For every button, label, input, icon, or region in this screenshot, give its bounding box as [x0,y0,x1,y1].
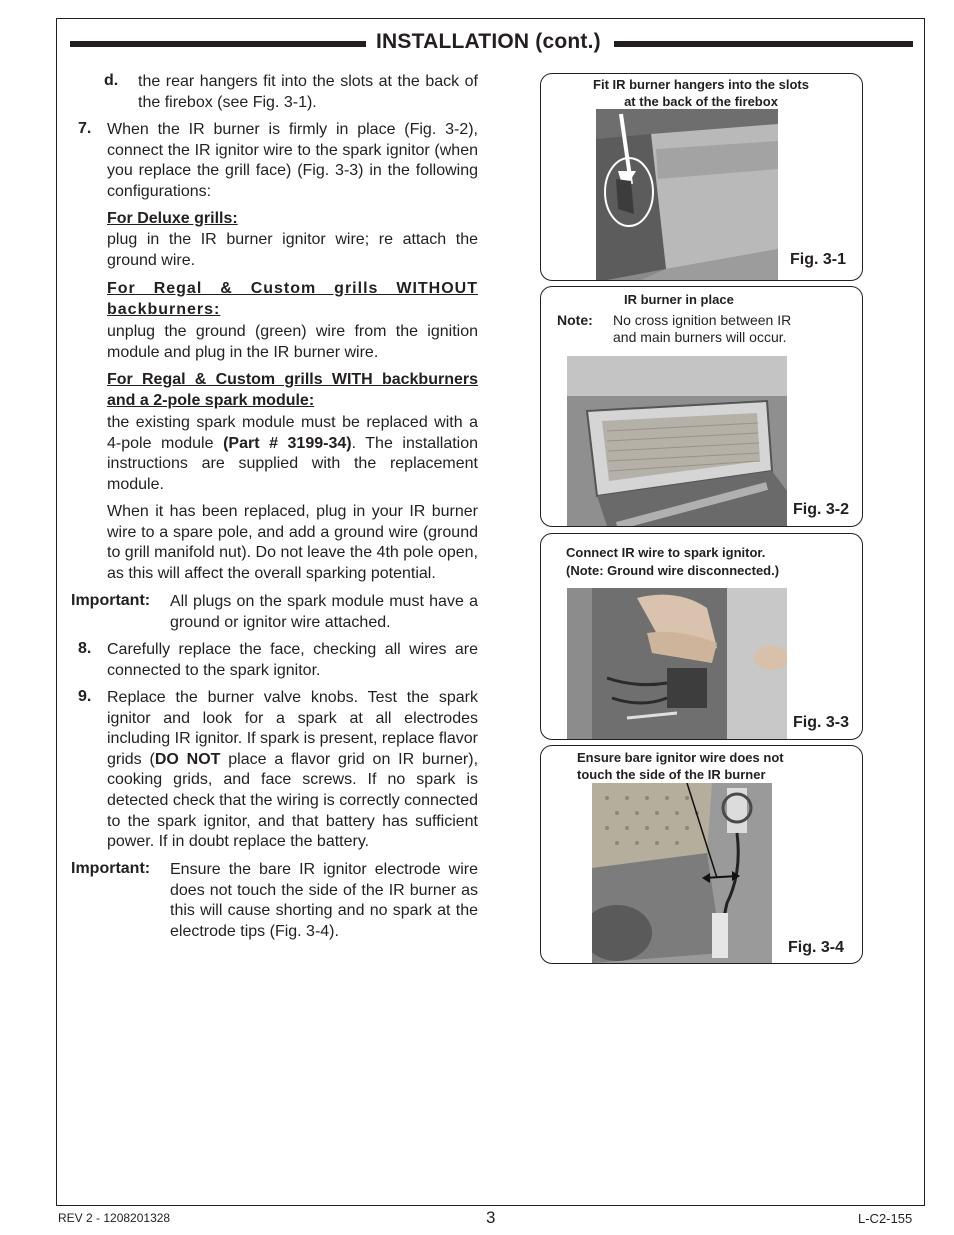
regal-with-text: the existing spark module must be replaced with a 4-pole module (Part # 3199-34). The installation instructions are supplied with the replacement module. [107,414,479,493]
fig2-note-line1: No cross ignition between IR [613,312,792,328]
step-d-text: the rear hangers fit into the slots at the back of the firebox (see Fig. 3-1). [138,73,478,111]
fig4-caption-line1: Ensure bare ignitor wire does not [577,750,784,765]
regal-without-heading: For Regal & Custom grills WITHOUT backburners: [107,280,478,318]
footer-page-number: 3 [486,1208,496,1227]
step-d-label: d. [104,72,119,89]
fig1-caption-line1: Fit IR burner hangers into the slots [593,77,809,92]
fig1-label: Fig. 3-1 [790,251,847,268]
figure-3-4 [540,745,863,964]
figure-3-2 [540,286,863,527]
header-rule-right [614,41,913,47]
figure-3-3 [540,533,863,740]
do-not-emphasis: DO NOT [154,750,221,768]
fig2-label: Fig. 3-2 [793,501,850,518]
fig4-label: Fig. 3-4 [788,939,845,956]
fig3-caption-line2: (Note: Ground wire disconnected.) [566,563,780,578]
figure-3-1 [540,73,863,281]
step-7-label: 7. [78,120,92,137]
part-number: (Part # 3199-34) [223,434,352,452]
page-title: INSTALLATION (cont.) [376,30,601,53]
step-9-text: Replace the burner valve knobs. Test the spark ignitor and look for a spark at all electrodes including IR ignitor. If spark is present, replace flavor grids (DO NOT place a flavor grid on IR burner), cooking grids, and face screws. If no spark is detected check that the wiring is correctly connected to the spark ignitor, and that battery has sufficient power. If in doubt replace the battery. [107,689,479,851]
replaced-text: When it has been replaced, plug in your IR burner wire to a spare pole, and add a ground wire (ground to grill manifold nut). Do not leave the 4th pole open, as this will affect the overall sparking potential. [107,503,478,582]
fig3-photo-spark-ignitor [567,588,787,740]
fig4-caption-line2: touch the side of the IR burner [577,767,766,782]
important-2-label: Important: [71,860,151,877]
fig1-photo-hangers [596,109,778,281]
header-rule-left [70,41,366,47]
deluxe-heading: For Deluxe grills: [107,210,238,227]
regal-without-text: unplug the ground (green) wire from the ignition module and plug in the IR burner wire. [107,323,478,361]
important-1-label: Important: [71,592,151,609]
step-7-text: When the IR burner is firmly in place (Fig. 3-2), connect the IR ignitor wire to the spark ignitor (when you replace the grill face) (Fig. 3-3) in the following configurations: [107,121,478,200]
important-1-text: All plugs on the spark module must have a ground or ignitor wire attached. [170,593,478,631]
deluxe-text: plug in the IR burner ignitor wire; re attach the ground wire. [107,231,478,269]
fig2-note-label: Note: [557,312,593,328]
fig1-caption-line2: at the back of the firebox [624,94,778,109]
important-2-text: Ensure the bare IR ignitor electrode wire does not touch the side of the IR burner as this will cause shorting and no spark at the electrode tips (Fig. 3-4). [170,861,478,940]
fig4-photo-ignitor-wire [592,783,772,963]
step-9-label: 9. [78,688,92,705]
step-8-text: Carefully replace the face, checking all wires are connected to the spark ignitor. [107,641,478,679]
fig2-photo-ir-burner [567,356,787,526]
regal-with-heading: For Regal & Custom grills WITH backburners and a 2-pole spark module: [107,371,478,409]
fig2-note-line2: and main burners will occur. [613,329,787,345]
fig3-label: Fig. 3-3 [793,714,850,731]
step-8-label: 8. [78,640,92,657]
fig2-caption: IR burner in place [624,292,734,307]
fig3-caption-line1: Connect IR wire to spark ignitor. [566,545,766,560]
footer-doc-code: L-C2-155 [858,1211,913,1226]
footer-revision: REV 2 - 1208201328 [58,1211,171,1225]
